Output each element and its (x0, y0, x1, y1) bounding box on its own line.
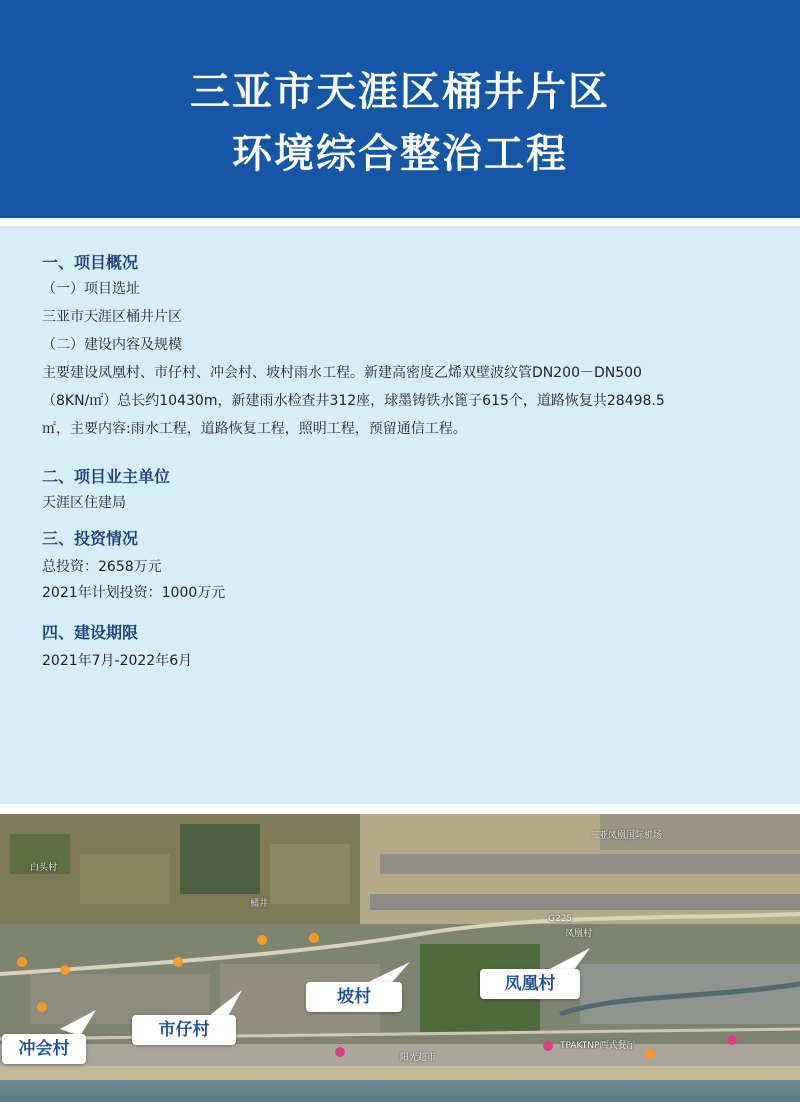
map-label-airport: 三亚凤凰国际机场 (590, 831, 663, 841)
map-label-tongjing: 桶井 (250, 899, 269, 909)
owner-text: 天涯区住建局 (42, 495, 126, 511)
project-info-panel (0, 226, 800, 804)
location-text: 三亚市天涯区桶井片区 (42, 309, 182, 325)
section-heading-investment: 三、投资情况 (42, 529, 139, 548)
map-label-restaurant: TPAKTNP西式餐厅 (560, 1041, 636, 1051)
scope-text-line2: （8KN/㎡）总长约10430m，新建雨水检查井312座，球墨铸铁水篦子615个，道路恢复共28498.5 (42, 393, 665, 409)
callout-shizai-village: 市仔村 (132, 1015, 236, 1045)
page-title-line1: 三亚市天涯区桶井片区 (190, 69, 610, 115)
subheading-location: （一）项目选址 (42, 281, 140, 297)
scope-text-line3: ㎡，主要内容:雨水工程，道路恢复工程，照明工程，预留通信工程。 (42, 421, 467, 437)
callout-fenghuang-village: 凤凰村 (480, 969, 580, 999)
map-label-supermarket: 阳光超市 (400, 1053, 437, 1063)
investment-plan: 2021年计划投资：1000万元 (42, 585, 226, 601)
section-heading-schedule: 四、建设期限 (42, 623, 139, 642)
subheading-scope: （二）建设内容及规模 (42, 337, 182, 353)
section-heading-overview: 一、项目概况 (42, 253, 139, 272)
callout-chonghui-village: 冲会村 (2, 1034, 86, 1064)
map-label-village: 白头村 (30, 863, 58, 873)
page-title-line2: 环境综合整治工程 (232, 131, 568, 177)
map-label-fenghuang-small: 凤凰村 (565, 929, 593, 939)
callout-po-village: 坡村 (306, 982, 402, 1012)
schedule-text: 2021年7月-2022年6月 (42, 653, 193, 669)
map-label-road: G225 (548, 914, 573, 924)
investment-total: 总投资：2658万元 (42, 559, 162, 575)
section-heading-owner: 二、项目业主单位 (42, 467, 171, 486)
satellite-map (0, 814, 800, 1102)
scope-text-line1: 主要建设凤凰村、市仔村、冲会村、坡村雨水工程。新建高密度乙烯双壁波纹管DN200－DN500 (42, 365, 642, 381)
title-banner (0, 0, 800, 218)
